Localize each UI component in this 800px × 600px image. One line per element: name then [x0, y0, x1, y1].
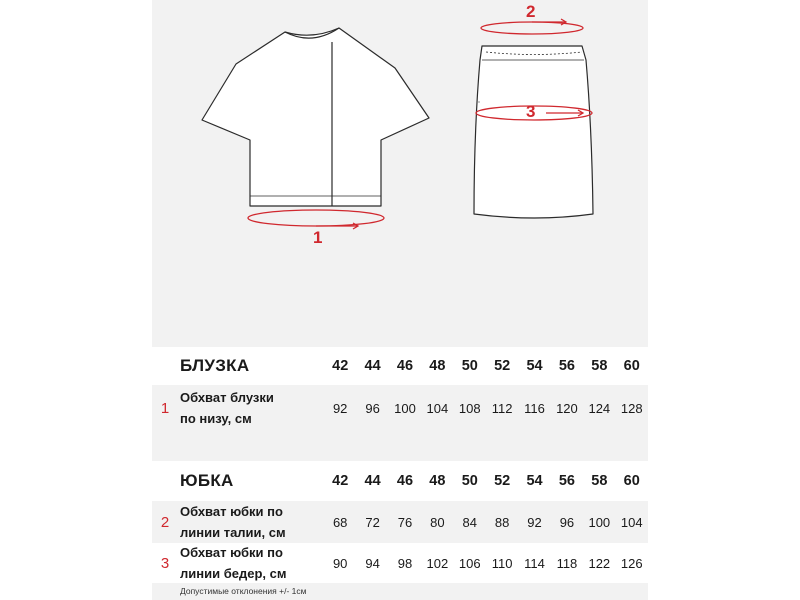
row-label-line: линии бедер, см	[180, 566, 287, 581]
value-cell: 96	[365, 400, 380, 416]
row-label-line: Обхват блузки	[180, 390, 274, 405]
row-values	[324, 401, 648, 416]
skirt-title: ЮБКА	[180, 471, 234, 490]
row-label	[180, 542, 286, 584]
value-cell: 106	[458, 555, 481, 571]
blouse-header-row	[152, 347, 648, 385]
size-header-cell: 44	[364, 473, 381, 489]
value-cell: 108	[458, 400, 481, 416]
value-cell: 104	[620, 514, 643, 530]
value-cell: 96	[559, 514, 575, 530]
value-cell: 122	[588, 555, 611, 571]
value-cell: 84	[462, 514, 477, 530]
hem-measure-label: 1	[313, 228, 323, 247]
value-cell: 124	[588, 400, 611, 416]
value-cell: 126	[620, 555, 643, 571]
value-cell: 92	[332, 400, 348, 416]
value-cell: 118	[556, 555, 578, 571]
value-cell: 114	[524, 555, 545, 571]
row-number: 3	[160, 554, 170, 572]
size-header-cell: 54	[526, 473, 543, 489]
size-header-cell: 42	[332, 473, 349, 489]
skirt-size-header	[324, 473, 648, 489]
value-cell: 94	[365, 555, 380, 571]
garment-illustration	[152, 0, 648, 345]
garment-drawings	[152, 0, 648, 345]
size-header-cell: 58	[591, 358, 608, 374]
size-header-cell: 60	[623, 358, 640, 374]
size-header-cell: 50	[461, 473, 478, 489]
row-label	[180, 501, 286, 543]
size-header-cell: 46	[396, 358, 414, 374]
value-cell: 116	[524, 400, 545, 416]
hem-measure-line	[248, 210, 384, 229]
size-header-cell: 48	[429, 358, 446, 374]
row-label-line: по низу, см	[180, 411, 252, 426]
value-cell: 98	[397, 555, 413, 571]
value-cell: 88	[494, 514, 510, 530]
row-values	[324, 515, 648, 530]
value-cell: 128	[620, 400, 643, 416]
size-header-cell: 44	[364, 358, 381, 374]
value-cell: 104	[426, 400, 449, 416]
blouse-title: БЛУЗКА	[180, 356, 250, 375]
table-row	[152, 543, 648, 583]
value-cell: 112	[491, 400, 513, 416]
value-cell: 100	[394, 400, 416, 416]
row-label-line: Обхват юбки по	[180, 545, 283, 560]
row-label	[180, 387, 274, 429]
size-chart-page	[152, 0, 648, 600]
value-cell: 110	[491, 555, 513, 571]
row-number: 2	[160, 513, 170, 531]
value-cell: 102	[426, 555, 449, 571]
table-row	[152, 501, 648, 543]
size-header-cell: 46	[396, 473, 414, 489]
value-cell: 92	[527, 514, 542, 530]
table-row	[152, 385, 648, 431]
size-header-cell: 60	[623, 473, 640, 489]
blouse-size-header	[324, 358, 648, 374]
row-label-line: линии талии, см	[180, 525, 286, 540]
size-header-cell: 56	[558, 358, 575, 374]
hips-measure-label: 3	[526, 102, 536, 121]
row-values	[324, 556, 648, 571]
skirt-drawing	[474, 46, 593, 218]
size-header-cell: 52	[494, 358, 511, 374]
size-header-cell: 58	[591, 473, 608, 489]
value-cell: 68	[332, 514, 348, 530]
skirt-header-row	[152, 461, 648, 501]
blouse-drawing	[202, 28, 429, 206]
size-header-cell: 48	[429, 473, 446, 489]
value-cell: 76	[397, 514, 413, 530]
size-header-cell: 54	[526, 358, 543, 374]
size-header-cell: 56	[558, 473, 575, 489]
row-number: 1	[160, 399, 170, 417]
size-header-cell: 50	[461, 358, 478, 374]
value-cell: 80	[430, 514, 445, 530]
size-header-cell: 42	[332, 358, 349, 374]
value-cell: 100	[588, 514, 611, 530]
value-cell: 90	[332, 555, 348, 571]
value-cell: 120	[556, 400, 578, 416]
row-label-line: Обхват юбки по	[180, 504, 283, 519]
size-header-cell: 52	[494, 473, 511, 489]
value-cell: 72	[365, 514, 380, 530]
tolerance-note: Допустимые отклонения +/- 1см	[180, 586, 307, 596]
waist-measure-label: 2	[526, 2, 536, 21]
